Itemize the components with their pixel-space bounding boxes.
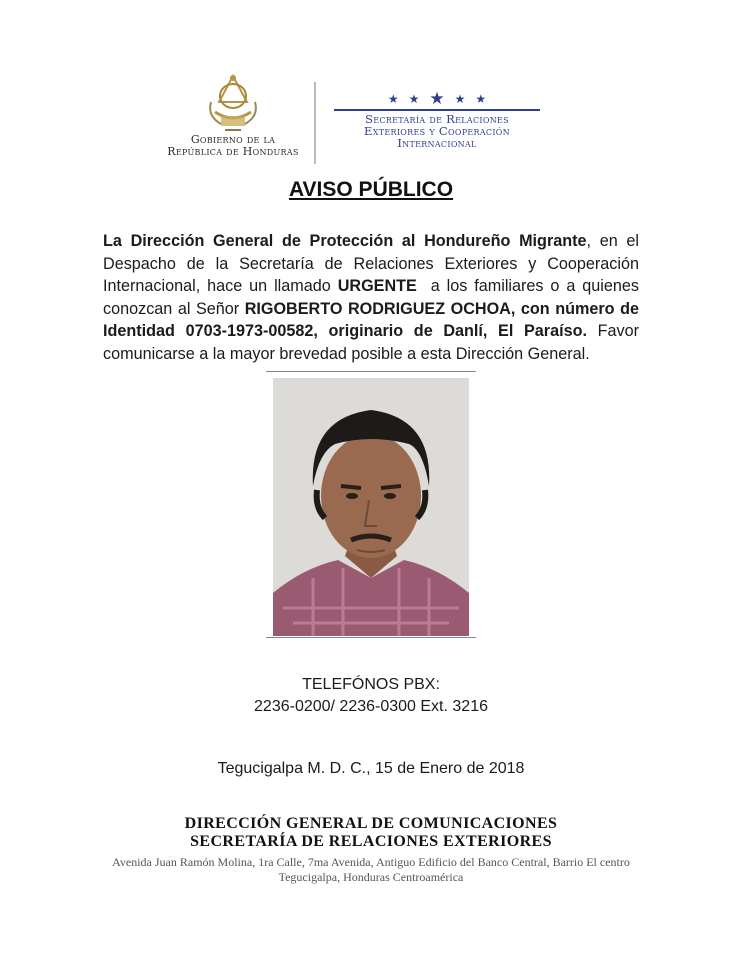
body-text-3: Favor comunicarse a la mayor brevedad posible a esta Dirección General. [103, 322, 639, 363]
photo-bottom-rule [266, 637, 476, 638]
government-logo [158, 72, 308, 158]
phones-label: TELEFÓNOS PBX: [302, 676, 440, 693]
footer-ministry: SECRETARÍA DE RELACIONES EXTERIORES [190, 833, 552, 850]
person-portrait-icon [273, 378, 469, 636]
honduras-coat-of-arms-icon [201, 72, 265, 134]
star-icon: ★ [429, 89, 445, 108]
star-icon: ★ [408, 92, 420, 106]
body-person-details: RIGOBERTO RODRIGUEZ OCHOA, con número de Identidad 0703-1973-00582, originario de Danlí, El Paraíso. [103, 299, 639, 341]
page-title: AVISO PÚBLICO [288, 178, 454, 201]
phones-value: 2236-0200/ 2236-0300 Ext. 3216 [254, 698, 488, 715]
sre-rule [334, 109, 540, 111]
place-and-date: Tegucigalpa M. D. C., 15 de Enero de 2018 [217, 760, 525, 777]
notice-body [103, 230, 644, 366]
person-photo [273, 378, 469, 636]
government-name-line2: República de Honduras [167, 145, 299, 158]
photo-top-rule [266, 371, 476, 372]
sre-name-line1: Secretaría de Relaciones [365, 112, 509, 126]
star-row [326, 89, 548, 108]
body-text-2: a los familiares o a quienes conozcan al Señor [103, 277, 644, 318]
footer-address-line2: Tegucigalpa, Honduras Centroamérica [278, 870, 464, 884]
letterhead [0, 72, 742, 167]
star-icon: ★ [454, 92, 466, 106]
government-name-line1: Gobierno de la [190, 133, 276, 146]
logo-divider [314, 82, 316, 164]
body-urgent: URGENTE [337, 277, 417, 296]
star-icon: ★ [475, 92, 487, 106]
sre-name-line3: Internacional [397, 136, 477, 150]
body-text-1: , en el Despacho de la Secretaría de Relaciones Exteriores y Cooperación Internacional, hace un llamado [103, 232, 639, 296]
star-icon: ★ [387, 92, 399, 106]
footer-department: DIRECCIÓN GENERAL DE COMUNICACIONES [184, 815, 558, 832]
sre-logo [326, 89, 548, 150]
sre-name-line2: Exteriores y Cooperación [364, 124, 510, 138]
body-org-name: La Dirección General de Protección al Hondureño Migrante [103, 232, 587, 250]
footer-address-line1: Avenida Juan Ramón Molina, 1ra Calle, 7ma Avenida, Antiguo Edificio del Banco Central, Barrio El centro [112, 855, 630, 869]
